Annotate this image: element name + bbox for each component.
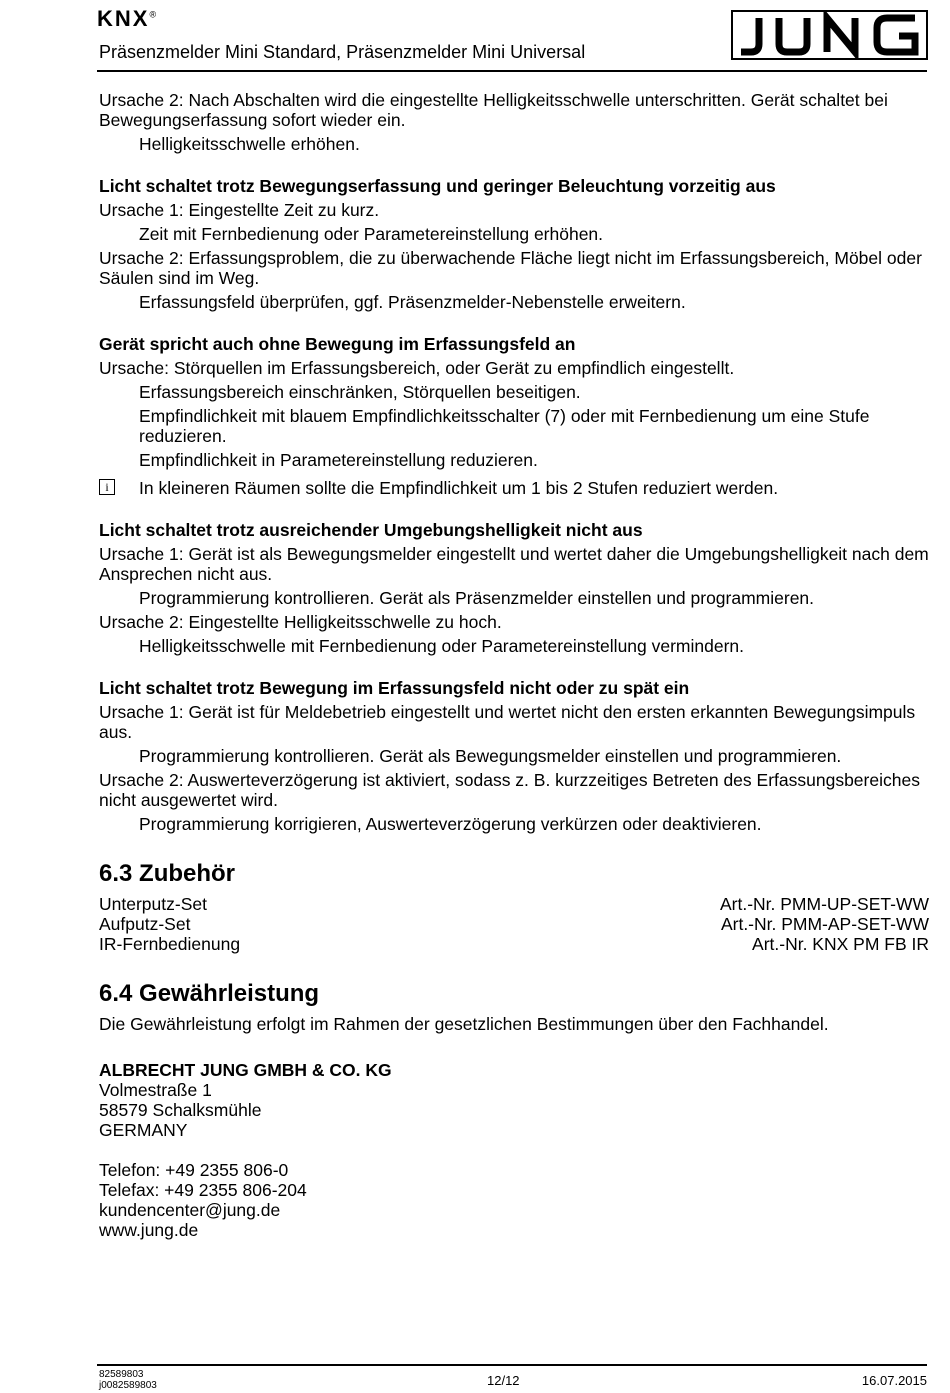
accessory-article-number: Art.-Nr. PMM-AP-SET-WW — [720, 914, 929, 934]
problem-heading: Licht schaltet trotz ausreichender Umgebungshelligkeit nicht aus — [99, 520, 643, 540]
remedy-text: Erfassungsbereich einschränken, Störquellen beseitigen. — [139, 382, 581, 402]
company-fax: Telefax: +49 2355 806-204 — [99, 1180, 307, 1200]
cause-text: Ursache 2: Eingestellte Helligkeitsschwelle zu hoch. — [99, 612, 502, 632]
remedy-text: Programmierung korrigieren, Auswerteverzögerung verkürzen oder deaktivieren. — [139, 814, 762, 834]
knx-logo: KNX® — [97, 6, 159, 31]
footer-doc-numbers — [99, 1369, 157, 1391]
footer-date: 16.07.2015 — [861, 1373, 927, 1388]
remedy-text: Helligkeitsschwelle mit Fernbedienung oder Parametereinstellung vermindern. — [139, 636, 745, 656]
cause-text: Ursache 1: Eingestellte Zeit zu kurz. — [99, 200, 380, 220]
accessories-heading: 6.3 Zubehör — [99, 860, 236, 887]
warranty-text: Die Gewährleistung erfolgt im Rahmen der gesetzlichen Bestimmungen über den Fachhandel. — [99, 1014, 829, 1034]
cause-text: Ursache 2: Nach Abschalten wird die eingestellte Helligkeitsschwelle unterschritten. Gerät schaltet bei Bewegungserfassung sofort wieder ein. — [99, 90, 888, 130]
footer-doc-number: 82589803 — [99, 1369, 144, 1380]
company-country: GERMANY — [99, 1120, 188, 1140]
company-address — [99, 1060, 929, 1140]
remedy-text: Programmierung kontrollieren. Gerät als Bewegungsmelder einstellen und programmieren. — [139, 746, 842, 766]
accessory-row — [99, 894, 929, 914]
cause-text: Ursache 2: Erfassungsproblem, die zu überwachende Fläche liegt nicht im Erfassungsbereich, Möbel oder Säulen sind im Weg. — [99, 248, 922, 288]
company-email[interactable]: kundencenter@jung.de — [99, 1200, 281, 1220]
remedy-text: Programmierung kontrollieren. Gerät als Präsenzmelder einstellen und programmieren. — [139, 588, 815, 608]
cause-text: Ursache 2: Auswerteverzögerung ist aktiviert, sodass z. B. kurzzeitiges Betreten des Erfassungsbereiches nicht ausgewertet wird. — [99, 770, 920, 810]
troubleshooting-section — [99, 90, 929, 834]
problem-heading: Licht schaltet trotz Bewegung im Erfassungsfeld nicht oder zu spät ein — [99, 678, 690, 698]
accessories-list — [99, 894, 929, 954]
main-content — [99, 90, 929, 1240]
jung-logo — [731, 10, 928, 60]
remedy-text: Zeit mit Fernbedienung oder Parametereinstellung erhöhen. — [139, 224, 604, 244]
jung-logo-mark — [731, 10, 928, 60]
info-icon: i — [99, 479, 115, 495]
accessory-article-number: Art.-Nr. PMM-UP-SET-WW — [719, 894, 929, 914]
remedy-text: Empfindlichkeit in Parametereinstellung reduzieren. — [139, 450, 538, 470]
problem-heading: Licht schaltet trotz Bewegungserfassung und geringer Beleuchtung vorzeitig aus — [99, 176, 776, 196]
cause-text: Ursache: Störquellen im Erfassungsbereich, oder Gerät zu empfindlich eingestellt. — [99, 358, 735, 378]
company-name: ALBRECHT JUNG GMBH & CO. KG — [99, 1060, 392, 1080]
accessory-name: Unterputz-Set — [99, 894, 207, 914]
document-title: Präsenzmelder Mini Standard, Präsenzmelder Mini Universal — [99, 42, 586, 62]
jung-logo-text — [731, 10, 928, 11]
header-divider — [97, 70, 927, 72]
company-street: Volmestraße 1 — [99, 1080, 212, 1100]
info-note-text: In kleineren Räumen sollte die Empfindlichkeit um 1 bis 2 Stufen reduziert werden. — [139, 478, 779, 498]
accessory-name: Aufputz-Set — [99, 914, 191, 934]
company-city: 58579 Schalksmühle — [99, 1100, 262, 1120]
page-header — [0, 0, 950, 78]
problem-heading: Gerät spricht auch ohne Bewegung im Erfassungsfeld an — [99, 334, 576, 354]
company-contact — [99, 1160, 929, 1240]
company-phone: Telefon: +49 2355 806-0 — [99, 1160, 289, 1180]
remedy-text: Empfindlichkeit mit blauem Empfindlichkeitsschalter (7) oder mit Fernbedienung um eine Stufe reduzieren. — [139, 406, 870, 446]
accessory-article-number: Art.-Nr. KNX PM FB IR — [752, 934, 929, 954]
remedy-text: Helligkeitsschwelle erhöhen. — [139, 134, 360, 154]
info-note — [99, 478, 929, 498]
company-website[interactable]: www.jung.de — [99, 1220, 199, 1240]
footer-doc-id: j0082589803 — [99, 1380, 157, 1391]
cause-text: Ursache 1: Gerät ist für Meldebetrieb eingestellt und wertet nicht den ersten erkannten Bewegungsimpuls aus. — [99, 702, 916, 742]
accessory-row — [99, 934, 929, 954]
footer-page-number: 12/12 — [487, 1373, 520, 1388]
remedy-text: Erfassungsfeld überprüfen, ggf. Präsenzmelder-Nebenstelle erweitern. — [139, 292, 686, 312]
accessory-name: IR-Fernbedienung — [99, 934, 241, 954]
accessory-row — [99, 914, 929, 934]
footer-divider — [97, 1364, 927, 1366]
cause-text: Ursache 1: Gerät ist als Bewegungsmelder eingestellt und wertet daher die Umgebungshelligkeit nach dem Ansprechen nicht aus. — [99, 544, 929, 584]
warranty-heading: 6.4 Gewährleistung — [99, 980, 320, 1007]
